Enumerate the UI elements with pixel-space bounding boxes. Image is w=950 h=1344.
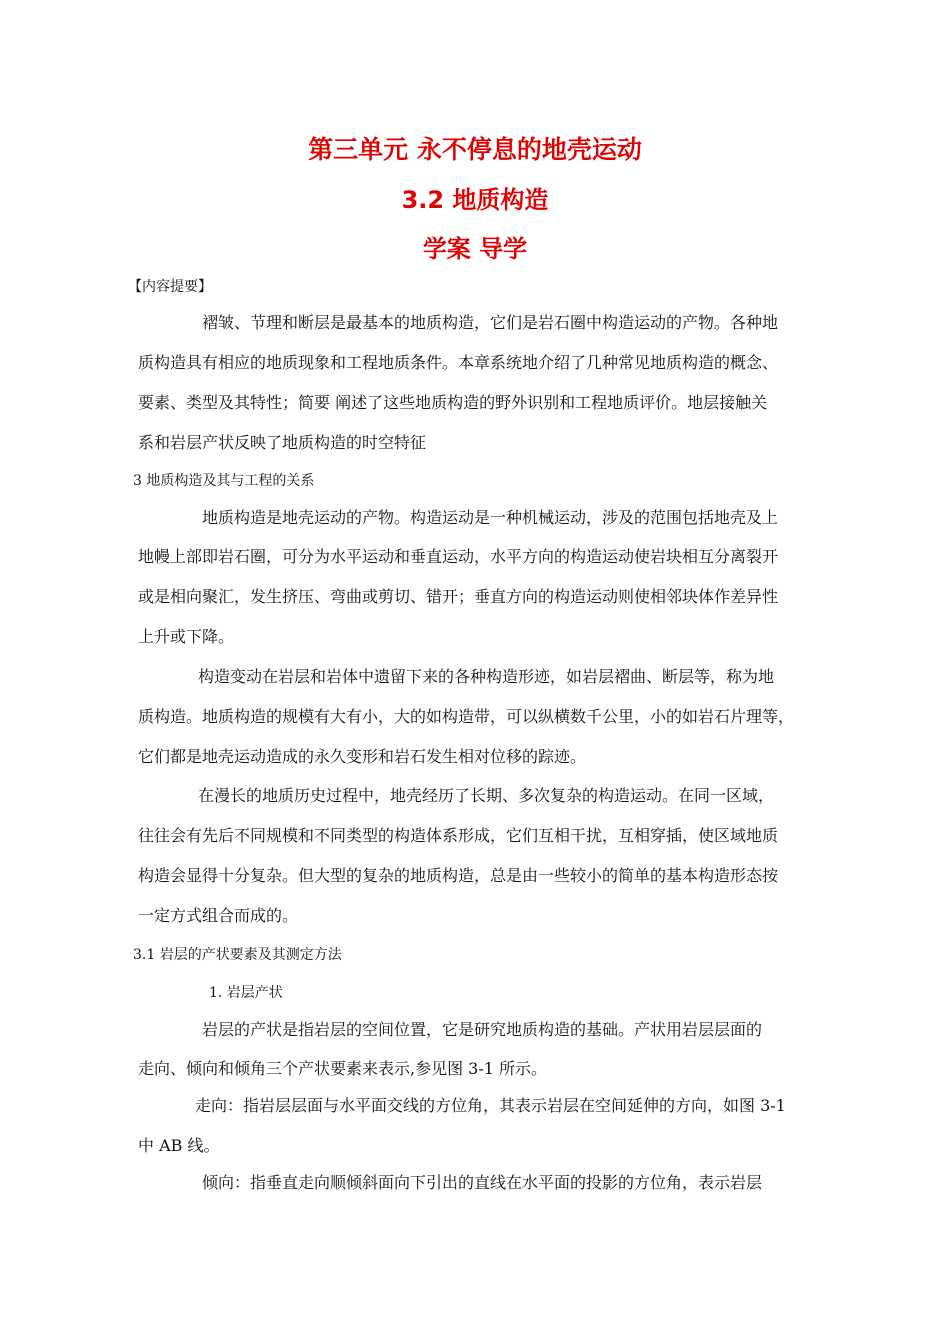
paragraph-line: 往往会有先后不同规模和不同类型的构造体系形成，它们互相干扰，互相穿插，使区域地质 [138, 826, 779, 845]
section-title: 3.2 地质构造 [401, 186, 549, 214]
paragraph-line: 一定方式组合而成的。 [138, 906, 299, 925]
paragraph-line: 走向：指岩层层面与水平面交线的方位角，其表示岩层在空间延伸的方向，如图 3-1 [195, 1096, 786, 1115]
paragraph-line: 上升或下降。 [138, 627, 235, 646]
item-heading: 1. 岩层产状 [209, 985, 283, 1001]
paragraph-line: 构造会显得十分复杂。但大型的复杂的地质构造，总是由一些较小的简单的基本构造形态按 [138, 866, 779, 885]
paragraph-line: 地质构造是地壳运动的产物。构造运动是一种机械运动，涉及的范围包括地壳及上 [202, 508, 779, 527]
paragraph-line: 或是相向聚汇，发生挤压、弯曲或剪切、错开；垂直方向的构造运动则使相邻块体作差异性 [138, 587, 779, 606]
paragraph-line: 质构造具有相应的地质现象和工程地质条件。本章系统地介绍了几种常见地质构造的概念、 [138, 353, 779, 372]
summary-heading: 【内容提要】 [128, 279, 212, 295]
paragraph-line: 质构造。地质构造的规模有大有小，大的如构造带，可以纵横数千公里，小的如岩石片理等， [138, 707, 795, 726]
paragraph-line: 地幔上部即岩石圈，可分为水平运动和垂直运动，水平方向的构造运动使岩块相互分离裂开 [138, 547, 779, 566]
paragraph-line: 要素、类型及其特性；简要 阐述了这些地质构造的野外识别和工程地质评价。地层接触关 [138, 393, 768, 412]
paragraph-line: 在漫长的地质历史过程中，地壳经历了长期、多次复杂的构造运动。在同一区域， [198, 786, 775, 805]
paragraph-line: 岩层的产状是指岩层的空间位置，它是研究地质构造的基础。产状用岩层层面的 [202, 1020, 763, 1039]
paragraph-line: 中 AB 线。 [138, 1136, 220, 1155]
unit-title: 第三单元 永不停息的地壳运动 [308, 135, 642, 164]
study-guide-title: 学案 导学 [422, 235, 528, 263]
paragraph-line: 走向、倾向和倾角三个产状要素来表示,参见图 3-1 所示。 [138, 1059, 548, 1078]
subsection-heading: 3.1 岩层的产状要素及其测定方法 [133, 947, 342, 963]
paragraph-line: 它们都是地壳运动造成的永久变形和岩石发生相对位移的踪迹。 [138, 747, 587, 766]
paragraph-line: 倾向：指垂直走向顺倾斜面向下引出的直线在水平面的投影的方位角，表示岩层 [202, 1173, 763, 1192]
section-heading: 3 地质构造及其与工程的关系 [133, 473, 315, 489]
paragraph-line: 褶皱、节理和断层是最基本的地质构造，它们是岩石圈中构造运动的产物。各种地 [202, 313, 779, 332]
paragraph-line: 系和岩层产状反映了地质构造的时空特征 [138, 433, 427, 452]
paragraph-line: 构造变动在岩层和岩体中遗留下来的各种构造形迹，如岩层褶曲、断层等，称为地 [198, 667, 775, 686]
